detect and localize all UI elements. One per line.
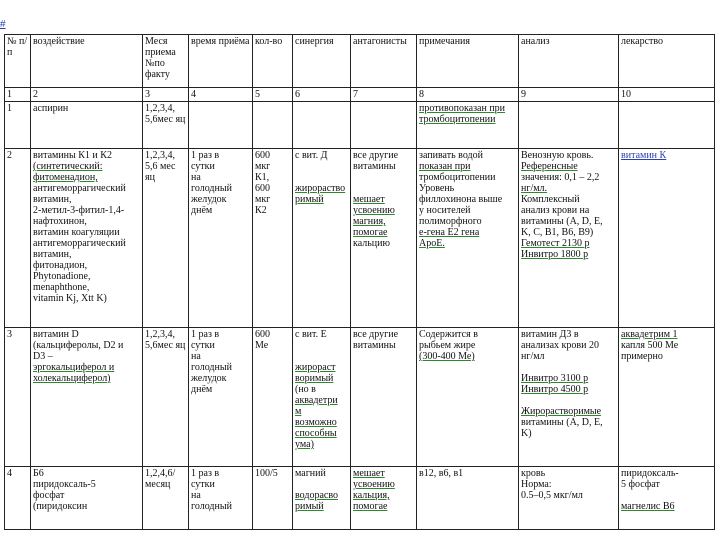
effect-cell-line: нафтохинон,: [33, 216, 87, 227]
notes-cell-line: полиморфного: [419, 216, 482, 227]
time-cell-line: голодный: [191, 183, 232, 194]
column-number-line: 2: [33, 89, 38, 100]
time-cell: [189, 328, 253, 467]
quantity-cell: [253, 149, 293, 328]
synergy-cell: [293, 328, 351, 467]
effect-cell-line: холекальциферол): [33, 373, 111, 384]
column-number: [417, 88, 519, 102]
column-number-line: 1: [7, 89, 12, 100]
months-cell-line: 1,2,3,4, 5,6 мес яц: [145, 150, 176, 183]
quantity-cell-line: 100/5: [255, 468, 278, 479]
synergy-cell-line: [295, 161, 348, 172]
antagonists-cell-line: помогае: [353, 501, 388, 512]
time-cell-line: 1 раз в: [191, 468, 220, 479]
row-number-line: 1: [7, 103, 12, 114]
analysis-cell: [519, 149, 619, 328]
months-cell: [143, 328, 189, 467]
column-number-line: 9: [521, 89, 526, 100]
notes-cell-line: филлохинона выше: [419, 194, 503, 205]
synergy-cell-line: [295, 172, 348, 183]
column-header: [417, 35, 519, 88]
analysis-cell: [519, 328, 619, 467]
analysis-cell: [519, 102, 619, 149]
effect-cell-line: vitamin Kj, Xtt K): [33, 293, 107, 304]
quantity-cell-line: Ме: [255, 340, 269, 351]
column-header-line: примечания: [419, 36, 470, 47]
time-cell-line: сутки: [191, 161, 215, 172]
antagonists-cell-line: все другие: [353, 150, 399, 161]
synergy-cell-line: м: [295, 406, 302, 417]
months-cell-line: 1,2,3,4, 5,6мес яц: [145, 329, 186, 351]
effect-cell-line: фитонадион,: [33, 260, 88, 271]
quantity-cell-line: мкг: [255, 161, 271, 172]
time-cell-line: на: [191, 172, 201, 183]
analysis-cell-line: Референсные: [521, 161, 578, 172]
analysis-cell-line: нг/мл.: [521, 183, 548, 194]
synergy-cell-line: ума): [295, 439, 314, 450]
quantity-cell-line: 600: [255, 329, 270, 340]
drug-cell-line: примерно: [621, 351, 663, 362]
synergy-cell: [293, 102, 351, 149]
header-row: [5, 35, 715, 88]
effect-cell: [31, 102, 143, 149]
drug-cell-line: 5 фосфат: [621, 479, 660, 490]
effect-cell-line: антигеморрагический: [33, 238, 126, 249]
column-header: [143, 35, 189, 88]
synergy-cell-line: [295, 479, 348, 490]
quantity-cell-line: К2: [255, 205, 267, 216]
effect-cell-line: витамин,: [33, 249, 72, 260]
notes-cell-line: Уровень: [419, 183, 455, 194]
column-header: [293, 35, 351, 88]
effect-cell-line: Phytonadione,: [33, 271, 91, 282]
synergy-cell-line: магний: [295, 468, 326, 479]
drug-cell-line[interactable]: витамин К: [621, 150, 667, 161]
column-number-line: 3: [145, 89, 150, 100]
months-cell: [143, 149, 189, 328]
analysis-cell-line: Инвитро 1800 р: [521, 249, 589, 260]
column-number: [143, 88, 189, 102]
months-cell-line: 1,2,4,6/ месяц: [145, 468, 176, 490]
column-header-line: № п/п: [7, 36, 28, 58]
time-cell: [189, 467, 253, 530]
synergy-cell-line: (но в: [295, 384, 316, 395]
row-number: [5, 467, 31, 530]
column-header-line: синергия: [295, 36, 334, 47]
table-row: [5, 467, 715, 530]
notes-cell: [417, 149, 519, 328]
column-number-line: 8: [419, 89, 424, 100]
column-header-line: Меся приема №по факту: [145, 36, 176, 80]
synergy-cell: [293, 149, 351, 328]
notes-cell-line: e-гена E2 гена: [419, 227, 480, 238]
time-cell-line: днём: [191, 205, 213, 216]
analysis-cell-line: анализ крови на: [521, 205, 590, 216]
analysis-cell-line: анализах крови 20: [521, 340, 599, 351]
column-header: [189, 35, 253, 88]
analysis-cell-line: Инвитро 4500 р: [521, 384, 589, 395]
drug-cell-line: аквадетрим 1: [621, 329, 678, 340]
synergy-cell-line: римый: [295, 194, 324, 205]
analysis-cell-line: Норма:: [521, 479, 552, 490]
drug-cell: [619, 467, 715, 530]
effect-cell-line: (пиридоксин: [33, 501, 88, 512]
effect-cell-line: витамин D: [33, 329, 79, 340]
analysis-cell-line: Инвитро 3100 р: [521, 373, 589, 384]
antagonists-cell-line: мешает: [353, 468, 385, 479]
effect-cell-line: антигеморрагический: [33, 183, 126, 194]
analysis-cell-line: Гемотест 2130 р: [521, 238, 590, 249]
time-cell-line: желудок: [191, 373, 227, 384]
analysis-cell: [519, 467, 619, 530]
synergy-cell-line: жирораст: [295, 362, 336, 373]
effect-cell-line: menaphthone,: [33, 282, 90, 293]
table-row: [5, 102, 715, 149]
quantity-cell-line: 600: [255, 183, 270, 194]
column-header-line: кол-во: [255, 36, 283, 47]
antagonists-cell-line: магния,: [353, 216, 386, 227]
column-number: [5, 88, 31, 102]
time-cell-line: на: [191, 490, 201, 501]
column-number: [31, 88, 143, 102]
time-cell-line: сутки: [191, 479, 215, 490]
synergy-cell-line: аквадетри: [295, 395, 338, 406]
effect-cell-line: фосфат: [33, 490, 65, 501]
effect-cell-line: Б6: [33, 468, 44, 479]
table-row: [5, 149, 715, 328]
time-cell-line: желудок: [191, 194, 227, 205]
analysis-cell-line: нг/мл: [521, 351, 545, 362]
effect-cell-line: пиридоксаль-5: [33, 479, 96, 490]
column-number-line: 5: [255, 89, 260, 100]
effect-cell: [31, 467, 143, 530]
analysis-cell-line: [521, 362, 616, 373]
antagonists-cell-line: мешает: [353, 194, 385, 205]
synergy-cell-line: воримый: [295, 373, 334, 384]
column-header: [619, 35, 715, 88]
effect-cell-line: витамин коагуляции: [33, 227, 120, 238]
column-header-line: антагонисты: [353, 36, 407, 47]
notes-cell-line: (300-400 Ме): [419, 351, 475, 362]
notes-cell-line: Содержится в: [419, 329, 478, 340]
notes-cell-line: тромбоцитопении: [419, 172, 496, 183]
synergy-cell-line: возможно: [295, 417, 337, 428]
time-cell-line: 1 раз в: [191, 150, 220, 161]
column-number-row: [5, 88, 715, 102]
row-number-line: 2: [7, 150, 12, 161]
antagonists-cell-line: витамины: [353, 340, 396, 351]
notes-cell-line: показан при: [419, 161, 471, 172]
notes-cell: [417, 467, 519, 530]
analysis-cell-line: витамины (A, D, E,: [521, 216, 603, 227]
time-cell-line: 1 раз в: [191, 329, 220, 340]
column-header: [519, 35, 619, 88]
analysis-cell-line: кровь: [521, 468, 546, 479]
synergy-cell-line: с вит. Е: [295, 329, 327, 340]
column-header: [5, 35, 31, 88]
notes-cell-line: ApoE.: [419, 238, 445, 249]
analysis-cell-line: Комплексный: [521, 194, 580, 205]
analysis-cell-line: K, C, B1, B6, B9): [521, 227, 594, 238]
quantity-cell-line: мкг: [255, 194, 271, 205]
column-number: [293, 88, 351, 102]
antagonists-cell-line: [353, 183, 414, 194]
antagonists-cell: [351, 149, 417, 328]
quantity-cell: [253, 328, 293, 467]
row-number-line: 3: [7, 329, 12, 340]
effect-cell-line: витамины К1 и К2: [33, 150, 112, 161]
time-cell-line: сутки: [191, 340, 215, 351]
column-number-line: 10: [621, 89, 631, 100]
drug-cell: [619, 102, 715, 149]
antagonists-cell-line: кальцию: [353, 238, 390, 249]
antagonists-cell: [351, 467, 417, 530]
analysis-cell-line: 0.5–0,5 мкг/мл: [521, 490, 583, 501]
analysis-cell-line: [521, 395, 616, 406]
effect-cell-line: 2-метил-3-фитил-1,4-: [33, 205, 125, 216]
effect-cell-line: D3 –: [33, 351, 53, 362]
effect-cell: [31, 328, 143, 467]
column-number-line: 4: [191, 89, 196, 100]
synergy-cell-line: с вит. Д: [295, 150, 328, 161]
column-header-line: анализ: [521, 36, 550, 47]
time-cell-line: голодный: [191, 362, 232, 373]
drug-cell-line: [621, 490, 712, 501]
months-cell: [143, 467, 189, 530]
analysis-cell-line: витамины (A, D, E,: [521, 417, 603, 428]
notes-cell-line: у носителей: [419, 205, 471, 216]
analysis-cell-line: витамин Д3 в: [521, 329, 579, 340]
antagonists-cell-line: витамины: [353, 161, 396, 172]
time-cell: [189, 149, 253, 328]
months-cell-line: 1,2,3,4, 5,6мес яц: [145, 103, 186, 125]
row-number-line: 4: [7, 468, 12, 479]
column-header: [31, 35, 143, 88]
synergy-cell-line: водорасво: [295, 490, 338, 501]
table-row: [5, 328, 715, 467]
effect-cell-line: аспирин: [33, 103, 69, 114]
drug-cell: [619, 149, 715, 328]
column-number: [519, 88, 619, 102]
antagonists-cell: [351, 328, 417, 467]
analysis-cell-line: значения: 0,1 – 2,2: [521, 172, 600, 183]
column-number: [253, 88, 293, 102]
time-cell-line: на: [191, 351, 201, 362]
effect-cell-line: (кальциферолы, D2 и: [33, 340, 124, 351]
antagonists-cell-line: кальция,: [353, 490, 390, 501]
antagonists-cell-line: усвоению: [353, 205, 395, 216]
row-number: [5, 328, 31, 467]
time-cell-line: днём: [191, 384, 213, 395]
antagonists-cell-line: помогае: [353, 227, 388, 238]
anchor-mark[interactable]: #: [0, 19, 6, 30]
analysis-cell-line: Жирорастворимые: [521, 406, 602, 417]
notes-cell-line: противопоказан при тромбоцитопении: [419, 103, 506, 125]
drug-cell-line: магнелис В6: [621, 501, 675, 512]
column-number: [189, 88, 253, 102]
column-header-line: время приёма: [191, 36, 250, 47]
drug-cell: [619, 328, 715, 467]
column-header: [351, 35, 417, 88]
antagonists-cell: [351, 102, 417, 149]
effect-cell: [31, 149, 143, 328]
quantity-cell-line: К1,: [255, 172, 270, 183]
synergy-cell: [293, 467, 351, 530]
synergy-cell-line: римый: [295, 501, 324, 512]
analysis-cell-line: Венозную кровь.: [521, 150, 594, 161]
analysis-cell-line: K): [521, 428, 532, 439]
row-number: [5, 149, 31, 328]
supplement-table: [4, 34, 715, 530]
notes-cell-line: запивать водой: [419, 150, 483, 161]
synergy-cell-line: способны: [295, 428, 337, 439]
quantity-cell: [253, 102, 293, 149]
column-header-line: воздействие: [33, 36, 85, 47]
row-number: [5, 102, 31, 149]
antagonists-cell-line: усвоению: [353, 479, 395, 490]
notes-cell-line: рыбьем жире: [419, 340, 476, 351]
notes-cell: [417, 102, 519, 149]
effect-cell-line: фитоменадион,: [33, 172, 98, 183]
notes-cell-line: в12, в6, в1: [419, 468, 464, 479]
column-number-line: 6: [295, 89, 300, 100]
antagonists-cell-line: все другие: [353, 329, 399, 340]
column-header: [253, 35, 293, 88]
synergy-cell-line: [295, 340, 348, 351]
drug-cell-line: капля 500 Ме: [621, 340, 679, 351]
antagonists-cell-line: [353, 172, 414, 183]
effect-cell-line: (синтетический:: [33, 161, 103, 172]
months-cell: [143, 102, 189, 149]
notes-cell: [417, 328, 519, 467]
column-number-line: 7: [353, 89, 358, 100]
time-cell-line: голодный: [191, 501, 232, 512]
column-header-line: лекарство: [621, 36, 664, 47]
synergy-cell-line: [295, 351, 348, 362]
synergy-cell-line: жирораство: [295, 183, 346, 194]
time-cell: [189, 102, 253, 149]
drug-cell-line: пиридоксаль-: [621, 468, 679, 479]
effect-cell-line: витамин,: [33, 194, 72, 205]
column-number: [351, 88, 417, 102]
effect-cell-line: эргокальциферол и: [33, 362, 115, 373]
quantity-cell-line: 600: [255, 150, 270, 161]
column-number: [619, 88, 715, 102]
quantity-cell: [253, 467, 293, 530]
